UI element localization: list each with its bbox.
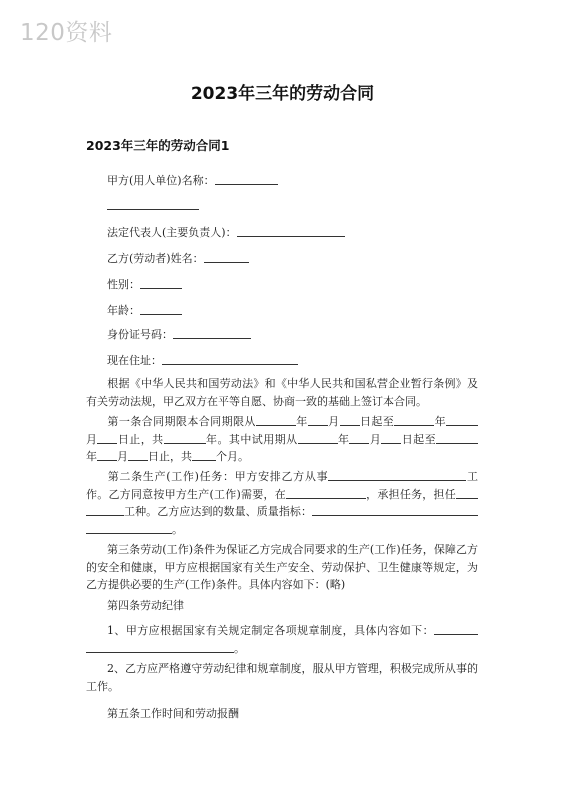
article-2-text: 第二条生产(工作)任务：甲方安排乙方从事 xyxy=(107,470,329,483)
party-b-blank[interactable] xyxy=(204,251,249,263)
article-1-text: 月 xyxy=(86,432,98,446)
article-3-paragraph xyxy=(86,541,478,594)
watermark: 120资料 xyxy=(20,20,113,46)
article-4-item-1-text: 1、甲方应根据国家有关规定制定各项规章制度，具体内容如下： xyxy=(107,624,434,637)
age-blank[interactable] xyxy=(140,303,182,315)
blank[interactable] xyxy=(192,449,216,461)
article-1-paragraph xyxy=(86,413,478,466)
blank[interactable] xyxy=(308,414,328,426)
gender-line xyxy=(107,276,182,292)
article-1-text: 日起至 xyxy=(401,432,437,446)
rules-blank-2[interactable] xyxy=(86,641,234,653)
legal-rep-line xyxy=(107,224,345,240)
id-blank[interactable] xyxy=(173,327,251,339)
article-4-item-2 xyxy=(86,660,478,695)
quota-blank[interactable] xyxy=(312,504,478,516)
document-title: 2023年三年的劳动合同 xyxy=(190,84,375,104)
article-2-text: 工种。乙方应达到的数量、质量指标： xyxy=(124,505,312,518)
blank[interactable] xyxy=(381,432,401,444)
blank[interactable] xyxy=(164,432,206,444)
quota-blank-2[interactable] xyxy=(86,522,172,534)
section-title: 2023年三年的劳动合同1 xyxy=(86,138,230,153)
address-line xyxy=(107,352,298,368)
blank[interactable] xyxy=(349,432,369,444)
basis-paragraph xyxy=(86,375,478,410)
blank[interactable] xyxy=(394,414,434,426)
blank[interactable] xyxy=(340,414,360,426)
article-1-text: 年 xyxy=(337,432,350,446)
article-1-text: 个月。 xyxy=(216,450,249,463)
id-label: 身份证号码： xyxy=(107,328,173,341)
article-1-text: 年 xyxy=(295,415,308,428)
article-2-text: ，承担任务，担任 xyxy=(365,487,456,501)
article-1-text: 年 xyxy=(86,450,97,463)
party-b-label: 乙方(劳动者)姓名： xyxy=(107,252,204,265)
basis-text: 根据《中华人民共和国劳动法》和《中华人民共和国私营企业暂行条例》及有关劳动法规，甲乙双方在平等自愿、协商一致的基础上签订本合同。 xyxy=(86,377,478,408)
blank[interactable] xyxy=(458,432,478,444)
rules-blank[interactable] xyxy=(434,623,478,635)
article-2-text: 。 xyxy=(172,522,183,536)
article-4-heading: 第四条劳动纪律 xyxy=(107,599,184,612)
blank[interactable] xyxy=(446,414,464,426)
blank[interactable] xyxy=(97,449,117,461)
article-1-text: 年 xyxy=(434,415,447,428)
party-b-line xyxy=(107,250,249,266)
task-blank[interactable] xyxy=(328,469,466,481)
age-line xyxy=(107,302,182,318)
article-4-item-2-text: 2、乙方应严格遵守劳动纪律和规章制度，服从甲方管理，积极完成所从事的工作。 xyxy=(86,662,478,693)
blank[interactable] xyxy=(298,432,338,444)
article-1-text: 第一条合同期限本合同期限从 xyxy=(107,415,256,428)
party-a-continuation xyxy=(107,198,199,212)
article-1-text: 年。其中试用期从 xyxy=(205,432,298,446)
party-a-blank[interactable] xyxy=(215,173,278,185)
age-label: 年龄： xyxy=(107,304,140,317)
position-blank-2[interactable] xyxy=(86,504,124,516)
legal-rep-label: 法定代表人(主要负责人)： xyxy=(107,226,237,239)
position-blank[interactable] xyxy=(456,487,478,499)
article-1-text: 日止，共 xyxy=(148,450,192,463)
gender-label: 性别： xyxy=(107,278,140,291)
party-a-line xyxy=(107,172,278,188)
article-4-item-1 xyxy=(86,622,478,657)
address-blank[interactable] xyxy=(162,353,298,365)
blank[interactable] xyxy=(464,414,478,426)
id-line xyxy=(107,326,251,342)
legal-rep-blank[interactable] xyxy=(237,225,345,237)
party-a-blank-2[interactable] xyxy=(107,198,199,210)
blank[interactable] xyxy=(97,432,117,444)
article-2-paragraph xyxy=(86,468,478,538)
article-1-text: 日止，共 xyxy=(117,432,164,446)
article-4-item-1-text: 。 xyxy=(234,641,245,655)
blank[interactable] xyxy=(128,449,148,461)
location-blank[interactable] xyxy=(286,487,366,499)
article-5-heading: 第五条工作时间和劳动报酬 xyxy=(107,707,239,720)
article-2-text: 工作。乙方同意按甲方生产(工作)需要，在 xyxy=(86,470,478,501)
blank[interactable] xyxy=(436,432,458,444)
article-3-text: 第三条劳动(工作)条件为保证乙方完成合同要求的生产(工作)任务，保障乙方的安全和健康，甲方应根据国家有关生产安全、劳动保护、卫生健康等规定，为乙方提供必要的生产(工作)条件。具体内容如下：(略) xyxy=(86,543,478,591)
address-label: 现在住址： xyxy=(107,354,162,367)
party-a-label: 甲方(用人单位)名称： xyxy=(107,174,215,187)
article-1-text: 月 xyxy=(117,450,128,463)
article-1-text: 月 xyxy=(327,415,340,428)
article-1-text: 月 xyxy=(369,432,382,446)
gender-blank[interactable] xyxy=(140,277,182,289)
blank[interactable] xyxy=(256,414,296,426)
article-1-text: 日起至 xyxy=(359,415,395,428)
